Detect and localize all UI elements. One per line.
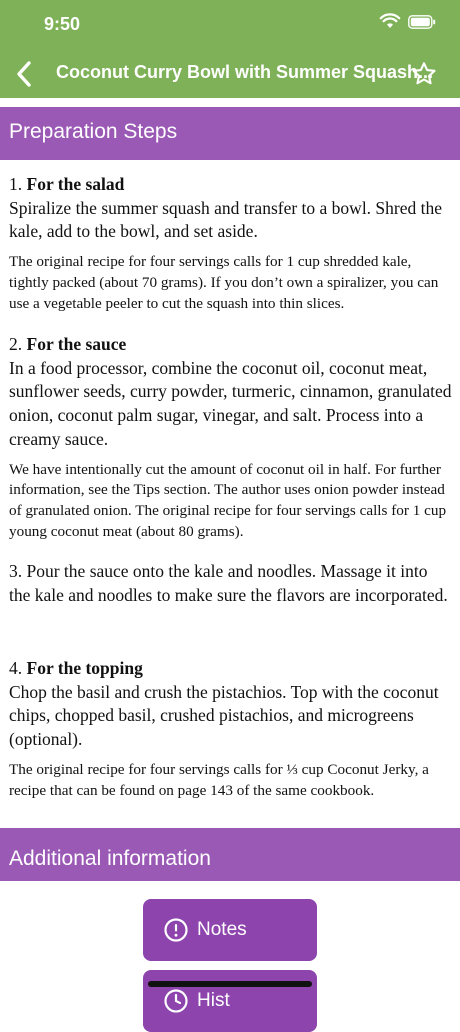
back-button[interactable]	[10, 58, 38, 90]
additional-information-title: Additional information	[9, 847, 211, 870]
step-note: The original recipe for four servings calls for ⅓ cup Coconut Jerky, a recipe that can be found on page 143 of the same cookbook.	[9, 760, 429, 799]
history-button-label: Hist	[197, 990, 230, 1011]
step-1	[9, 173, 453, 315]
step-number: 1.	[9, 174, 23, 194]
page-title: Coconut Curry Bowl with Summer Squash...	[56, 62, 434, 82]
history-button[interactable]	[143, 970, 317, 1032]
navigation-bar	[0, 52, 460, 96]
step-4-main	[9, 657, 453, 752]
status-time: 9:50	[44, 14, 81, 34]
step-body: Pour the sauce onto the kale and noodles. Massage it into the kale and noodles to make sure the flavors are incorporated.	[9, 561, 448, 605]
preparation-steps-title: Preparation Steps	[9, 120, 178, 143]
step-heading: For the sauce	[26, 334, 127, 354]
step-number: 3.	[9, 561, 23, 581]
info-circle-icon	[163, 917, 189, 943]
chevron-left-icon	[16, 61, 32, 87]
app-header	[0, 0, 460, 98]
clock-icon	[163, 988, 189, 1014]
step-body: Chop the basil and crush the pistachios. Top with the coconut chips, chopped basil, crushed pistachios, and microgreens (optional).	[9, 681, 439, 750]
star-icon	[410, 60, 438, 88]
step-3	[9, 560, 453, 607]
battery-icon	[408, 15, 436, 29]
favorite-button[interactable]	[410, 60, 438, 88]
notes-button-label: Notes	[197, 919, 247, 940]
step-body: In a food processor, combine the coconut oil, coconut meat, sunflower seeds, curry powder, turmeric, cinnamon, granulated onion, coconut palm sugar, vinegar, and salt. Process into a creamy sauce.	[9, 357, 452, 449]
status-bar	[0, 0, 460, 48]
step-note: The original recipe for four servings calls for 1 cup shredded kale, tightly packed (about 70 grams). If you don’t own a spiralizer, you can use a vegetable peeler to cut the squash into thin slices.	[9, 253, 439, 312]
additional-information-header	[0, 828, 460, 881]
step-number: 4.	[9, 658, 23, 678]
step-body: Spiralize the summer squash and transfer to a bowl. Shred the kale, add to the bowl, and set aside.	[9, 197, 443, 242]
wifi-icon	[380, 14, 400, 29]
status-icons	[380, 14, 436, 29]
step-2-main	[9, 333, 453, 452]
step-number: 2.	[9, 334, 23, 354]
step-2	[9, 333, 453, 543]
step-3-main	[9, 560, 453, 607]
preparation-steps-header	[0, 107, 460, 160]
step-note: We have intentionally cut the amount of coconut oil in half. For further information, see the Tips section. The author uses onion powder instead of granulated onion. The original recipe for four servings calls for 1 cup young coconut meat (about 80 grams).	[9, 460, 447, 540]
notes-button[interactable]	[143, 899, 317, 961]
step-1-main	[9, 173, 453, 244]
step-4	[9, 657, 453, 801]
home-indicator	[148, 981, 312, 987]
step-heading: For the topping	[26, 658, 143, 678]
step-heading: For the salad	[26, 174, 125, 194]
